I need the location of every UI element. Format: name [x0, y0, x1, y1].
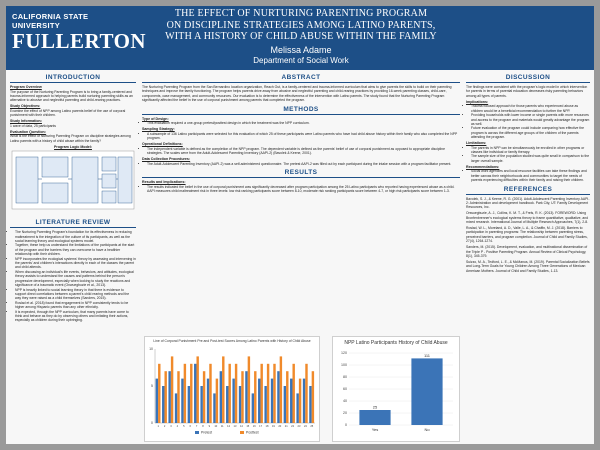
university-line: CALIFORNIA STATE UNIVERSITY	[12, 12, 89, 30]
y-tick-label: 40	[343, 399, 347, 404]
x-tick-label: 1	[157, 425, 159, 428]
bar-value-label: 25	[372, 404, 378, 410]
bar-pretest-4	[175, 393, 177, 423]
x-tick-label: 14	[239, 425, 243, 428]
chart1-title: Line of Corporal Punishment Pre and Post-test Scores Among Latino Parents with History of Child Abuse	[153, 339, 311, 343]
literature-bullet: • Roslad et al. (2018) found that engagement in NPP consistently tends to be higher among Hispanic parents than any other ethnicity.	[15, 301, 136, 310]
info-text: 1 wave of data, 25 participants	[10, 123, 56, 128]
x-tick-label: 21	[284, 425, 288, 428]
bar-posttest-15	[248, 356, 250, 423]
objective-label: Study Objectives:	[10, 104, 41, 109]
literature-bullet: • NPP is heavily linked to social learning theory in that there is evidence to support direct correlations between a parent's child rearing methods and the way they were raised as a child themselves (Sanders, 2015).	[15, 288, 136, 301]
bar-posttest-5	[184, 364, 186, 423]
y-tick-label: 0	[345, 423, 347, 428]
bar-posttest-23	[299, 379, 301, 423]
x-tick-label: 8	[202, 425, 204, 428]
collection-text: • The Adult-Adolescent Parenting Inventory (AAPI-2) was a self-administered questionnaire. The pretest AAPI-2 was filled out by each participant during the intake session with a program facilitator present.	[147, 162, 460, 166]
x-tick-label: 16	[252, 425, 256, 428]
bar-pretest-6	[188, 386, 190, 423]
results-body	[142, 180, 460, 193]
bar-posttest-12	[228, 364, 230, 423]
bar-posttest-4	[177, 371, 179, 423]
chart1-svg	[145, 345, 319, 437]
sampling-text: • A subsample of 136 Latino participants were selected for this evaluation of which 25 of these participants were Latino parents who have had child abuse history within their family who also completed the NPP program.	[147, 132, 460, 141]
reference-item: Roslad, W. L., Moreland, A. D., Valle, L. A., & Chaffin, M. J. (2018). Barriers to participation in parenting programs: The relationship between parenting stress, perceived barriers, and program completion. Journal of Child and Family Studies, 27(4), 1264-1274.	[466, 226, 588, 244]
purpose-text: The purpose of the Nurturing Parenting Program is to bring a family-centered and trauma-informed approach to helping parents build nurturing parenting skills as an alternative to abusive and neglectful parenting and child-rearing practices.	[10, 89, 133, 103]
x-tick-label: 19	[271, 425, 275, 428]
bar-pretest-21	[284, 386, 286, 423]
y-tick-label: 0	[151, 421, 153, 425]
title-line-2: ON DISCIPLINE STRATEGIES AMONG LATINO PARENTS,	[166, 19, 436, 31]
x-tick-label: 3	[170, 425, 172, 428]
implication-item: • Future evaluation of the program could include comparing how effective the program is across the different age groups of the children of the parents attending the program.	[471, 126, 590, 139]
x-tick-label: 6	[189, 425, 191, 428]
sampling-label: Sampling Strategy:	[142, 127, 175, 132]
implications-label: Implications:	[466, 99, 489, 104]
y-tick-label: 80	[343, 375, 347, 380]
question-text: What is the effect of Nurturing Parenting Program on discipline strategies among Latino parents with a history of child abuse within the family?	[10, 134, 131, 143]
bar-posttest-2	[164, 371, 166, 423]
x-tick-label: 5	[183, 425, 185, 428]
right-column	[466, 74, 590, 275]
title-line-1: THE EFFECT OF NURTURING PARENTING PROGRAM	[174, 8, 428, 19]
middle-column	[142, 74, 460, 195]
bar-pretest-18	[264, 386, 266, 423]
bar-pretest-23	[296, 393, 298, 423]
bar-posttest-13	[235, 364, 237, 423]
bar-pretest-5	[181, 379, 183, 423]
y-tick-label: 120	[341, 351, 347, 356]
bar-posttest-6	[190, 364, 192, 423]
bar-pretest-7	[194, 364, 196, 423]
reference-item: Bavolek, S. J., & Keene, R. G. (2001). Adult-Adolescent Parenting Inventory AAPI-2: Administration and development handbook. Park City, UT: Family Development Resources, Inc.	[466, 196, 590, 210]
x-tick-label: 15	[246, 425, 250, 428]
author: Melissa Adame	[270, 44, 332, 55]
bar-pretest-12	[226, 386, 228, 423]
chart2-title: NPP Latino Participants History of Child Abuse	[344, 340, 448, 346]
x-tick-label: 13	[233, 425, 237, 428]
bar-pretest-19	[271, 379, 273, 423]
x-tick-label: 22	[291, 425, 295, 428]
x-tick-label: Yes	[371, 427, 379, 432]
design-label: Type of Design:	[142, 116, 169, 121]
bar-pretest-8	[200, 386, 202, 423]
legend-swatch	[195, 431, 199, 434]
bar-posttest-25	[312, 371, 314, 423]
methods-heading: METHODS	[142, 106, 460, 115]
bar-pretest-3	[168, 371, 170, 423]
bar-posttest-8	[203, 371, 205, 423]
x-tick-label: 23	[297, 425, 301, 428]
question-label: Evaluation Question:	[10, 129, 46, 134]
bar-posttest-21	[286, 371, 288, 423]
bar-pretest-14	[239, 386, 241, 423]
x-tick-label: 25	[310, 425, 314, 428]
reference-item: Sanders, M. (2015). Development, evaluation, and multinational dissemination of the Triple P - Positive Parenting Program. Annual Review of Clinical Psychology, 8(1), 345-379.	[466, 245, 588, 258]
implication-item: • Trauma focused approach for those parents who experienced abuse as children would be a beneficial recommendation to further the NPP.	[471, 104, 590, 113]
literature-bullet: • Together, these help us understand the limitations of the participants at the start of the program and the barriers they can overcome to have a healthier relationship with their children.	[15, 243, 136, 256]
x-tick-label: 9	[208, 425, 211, 428]
bar-pretest-2	[162, 386, 164, 423]
bar-pretest-22	[290, 379, 292, 423]
bar-pretest-9	[207, 379, 209, 423]
discussion-heading: DISCUSSION	[466, 74, 590, 83]
results-text: • The results indicated the belief in the use of corporal punishment was significantly decreased after program participation among the 25 Latino participants who reported having experienced abuse as a child. AAPI measures child maltreatment risk in three levels: low risk ranking participants score between 8-10, moderate risk ranking participants score between 4-7, or high risk participants score between 1-3.	[147, 185, 460, 194]
introduction-body	[10, 85, 136, 149]
x-tick-label: 17	[259, 425, 263, 428]
x-tick-label: 10	[214, 425, 218, 428]
limitation-item: • The parents in NPP can be simultaneously be enrolled in other programs or classes like individual or family therapy.	[471, 146, 590, 155]
bar-posttest-19	[273, 364, 275, 423]
x-tick-label: 11	[220, 425, 224, 428]
poster	[6, 6, 594, 444]
y-tick-label: 10	[149, 347, 153, 351]
legend-swatch	[240, 431, 244, 434]
logic-model-diagram	[10, 149, 136, 211]
bar-posttest-18	[267, 364, 269, 423]
literature-bullet: • The Nurturing Parenting Program's foundation for its effectiveness in reducing maltreatment is the integration of the culture of its participants, as well as the social learning theory and ecological systems model.	[15, 230, 136, 243]
bar-pretest-13	[232, 379, 234, 423]
x-tick-label: 7	[195, 425, 198, 428]
bar-posttest-3	[171, 356, 173, 423]
references-body	[466, 197, 590, 274]
design-text: • This evaluation required a one-group pretest/posttest design in which the treatment was the NPP curriculum.	[147, 121, 460, 125]
chart-abuse-history	[332, 336, 460, 442]
logic-label: Program Logic Model:	[54, 144, 92, 149]
literature-bullet: • It is expected, through the NPP curriculum, that many parents have come to think and behave as they do by observing others and imitating their actions, especially as children during their upbringing.	[15, 310, 136, 323]
reference-item: Suizzo, M. A., Tedford, L. E., & McManus, M. (2019). Parental Socialization Beliefs and Long-Term Goals for Young Children Among Three Generations of Mexican American Mothers. Journal of Child and Family Studies, 1-13.	[466, 259, 590, 273]
purpose-label: Program Overview	[10, 85, 42, 89]
bar-no	[411, 358, 442, 425]
bar-posttest-20	[280, 356, 282, 423]
abstract-text: The Nurturing Parenting Program from the San Bernardino location organization, Reach Out, is a family-centered and trauma-informed curriculum that aims to give parents the skills to build on their parenting techniques and improve the family functioning. The program helps parents drive away from abusive and neglectful parenting and child-rearing practices by providing 16-week parenting classes, child-care, components, case management, and community resources. Our evaluation is to determine the effectiveness of the intervention with Latino parents. The study found that the Nurturing Parenting Program significantly affected the belief in the use of corporal punishment among parents that completed the program.	[142, 85, 452, 103]
bar-value-label: 111	[423, 352, 431, 358]
chart2-svg	[333, 349, 459, 437]
bar-posttest-1	[158, 364, 160, 423]
bar-pretest-25	[309, 386, 311, 423]
limitations-label: Limitations:	[466, 141, 487, 146]
references-heading: REFERENCES	[466, 186, 590, 195]
legend-label: Pretest	[201, 430, 213, 435]
bar-pretest-10	[213, 393, 215, 423]
bar-pretest-16	[252, 393, 254, 423]
objective-text: Examine the effect of NPP among Latino parents belief of the use of corporal punishment with their children.	[10, 108, 126, 118]
abstract-body	[142, 85, 460, 103]
literature-body	[10, 230, 136, 323]
x-tick-label: 24	[303, 425, 307, 428]
methods-body	[142, 117, 460, 166]
recommendation-item: • Social work agencies and local resource facilities can take these findings and better canvas their neighborhoods and communities to target the needs of parents experiencing difficulties within their family and raising their children.	[471, 169, 590, 182]
bar-pretest-24	[303, 379, 305, 423]
y-tick-label: 60	[343, 387, 347, 392]
definitions-text: • The independent variable is defined as the completion of the NPP program. The dependent variable is defined as the parents' belief of use of corporal punishment as opposed to appropriate discipline strategies. The scales were from the Adult-Adolescent Parenting Inventory (AAPI-2) (Bavolek & Keene, 2001).	[147, 147, 460, 156]
y-tick-label: 100	[341, 363, 347, 368]
left-column	[10, 74, 136, 324]
header	[6, 6, 594, 70]
literature-heading: LITERATURE REVIEW	[10, 219, 136, 228]
university-name: FULLERTON	[12, 29, 147, 53]
chart-pre-post	[144, 336, 320, 442]
bar-posttest-17	[260, 364, 262, 423]
title-block	[136, 8, 466, 65]
collection-label: Data Collection Procedures:	[142, 156, 191, 161]
bar-pretest-11	[220, 371, 222, 423]
bar-pretest-1	[156, 379, 158, 423]
bar-pretest-17	[258, 379, 260, 423]
bar-pretest-15	[245, 371, 247, 423]
legend-label: Posttest	[246, 430, 259, 435]
abstract-heading: ABSTRACT	[142, 74, 460, 83]
bar-yes	[359, 410, 390, 425]
title-line-3: WITH A HISTORY OF CHILD ABUSE WITHIN THE FAMILY	[165, 31, 437, 42]
bar-posttest-7	[196, 356, 198, 423]
introduction-heading: INTRODUCTION	[10, 74, 136, 83]
info-label: Study Information:	[10, 119, 42, 124]
x-tick-label: No	[424, 427, 430, 432]
x-tick-label: 12	[227, 425, 231, 428]
x-tick-label: 18	[265, 425, 269, 428]
bar-posttest-9	[209, 364, 211, 423]
bar-posttest-14	[241, 371, 243, 423]
y-tick-label: 5	[151, 384, 153, 388]
y-tick-label: 20	[343, 411, 347, 416]
x-tick-label: 20	[278, 425, 282, 428]
results-label: Results and Implications:	[142, 179, 186, 184]
discussion-body	[466, 85, 590, 183]
literature-bullet: • NPP incorporates the ecological systems' theory by assessing and intervening in the parents' and children's interactions directly in each of the classes the parent and child attends.	[15, 257, 136, 270]
bar-posttest-11	[222, 356, 224, 423]
bar-pretest-20	[277, 371, 279, 423]
recommendations-label: Recommendations:	[466, 164, 500, 169]
department: Department of Social Work	[253, 55, 349, 65]
limitation-item: • The sample size of the population studied was quite small in comparison to the larger overall sample.	[471, 154, 590, 163]
literature-bullet: • When discussing an individual's life events, behaviors, and attitudes, ecological theory assists to understand the causes and patterns behind the person's progressive development, especially when looking to study the reactions and significance of a traumatic event (Onwuegbuzie et al., 2013).	[15, 270, 136, 288]
university-logo	[12, 12, 147, 56]
implication-item: • Providing households with lower income or single parents with more resources and access to the program and materials would greatly advantage the program as well.	[471, 113, 590, 126]
discussion-text: The findings were consistent with the program's logic model in which intervention for parents in terms of parental education decreases risky parenting behaviors among all types of parents.	[466, 85, 588, 98]
bar-posttest-24	[305, 364, 307, 423]
x-tick-label: 4	[176, 425, 179, 428]
bar-posttest-10	[216, 379, 218, 423]
bar-posttest-16	[254, 371, 256, 423]
reference-item: Onwuegbuzie, A. J., Collins, K. M. T., & Frels, R. K. (2013). FOREWORD: Using Bronfenbrenner's ecological systems theory to frame quantitative, qualitative, and mixed research. International Journal of Multiple Research Approaches, 7(1), 2-8.	[466, 211, 589, 225]
bar-posttest-22	[292, 364, 294, 423]
definitions-label: Operational Definitions:	[142, 142, 183, 147]
x-tick-label: 2	[163, 425, 166, 428]
results-heading: RESULTS	[142, 169, 460, 178]
